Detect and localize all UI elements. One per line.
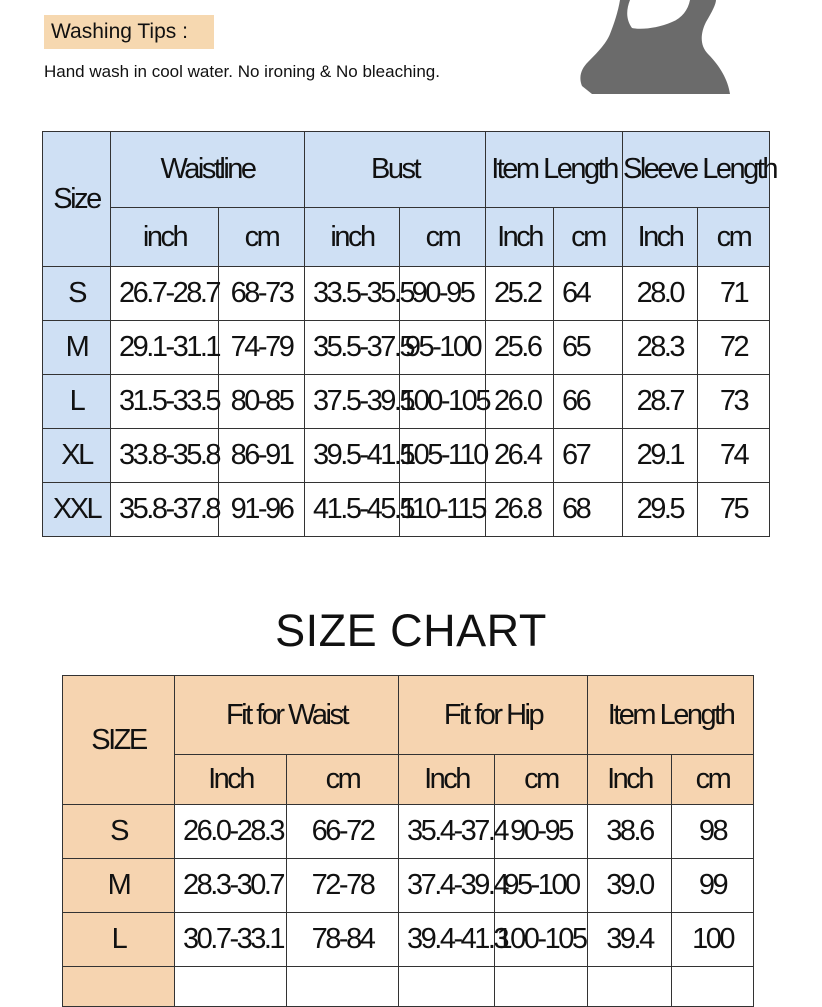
size-header: SIZE (63, 676, 175, 805)
unit-header: Inch (175, 755, 287, 805)
unit-header: cm (219, 208, 305, 267)
table-cell (287, 967, 399, 1007)
table-cell: 28.0 (623, 267, 698, 321)
table-row (43, 429, 770, 483)
table-cell: 100-105 (400, 375, 486, 429)
size-cell: M (43, 321, 111, 375)
table-cell: 37.4-39.4 (399, 859, 495, 913)
table-cell: 90-95 (495, 805, 588, 859)
table-cell: 33.8-35.8 (111, 429, 219, 483)
unit-header: cm (698, 208, 770, 267)
bust-header: Bust (305, 132, 486, 208)
table-cell: 66 (554, 375, 623, 429)
table-cell: 66-72 (287, 805, 399, 859)
size-cell: S (63, 805, 175, 859)
table-cell: 73 (698, 375, 770, 429)
table-row (43, 321, 770, 375)
size-chart-title: SIZE CHART (275, 605, 547, 656)
table-cell: 74-79 (219, 321, 305, 375)
table-cell: 28.3-30.7 (175, 859, 287, 913)
table-cell: 95-100 (400, 321, 486, 375)
table-cell: 100 (672, 913, 754, 967)
table-cell: 105-110 (400, 429, 486, 483)
table-cell: 39.0 (588, 859, 672, 913)
table-cell: 90-95 (400, 267, 486, 321)
table-cell (672, 967, 754, 1007)
table-row (43, 483, 770, 537)
table-cell: 26.0-28.3 (175, 805, 287, 859)
table-cell: 30.7-33.1 (175, 913, 287, 967)
size-cell: XL (43, 429, 111, 483)
table-row (63, 967, 754, 1007)
table-cell (175, 967, 287, 1007)
table-cell: 26.0 (486, 375, 554, 429)
table-cell: 35.8-37.8 (111, 483, 219, 537)
unit-header: Inch (486, 208, 554, 267)
table-cell: 28.7 (623, 375, 698, 429)
table-cell: 29.1-31.1 (111, 321, 219, 375)
table-row (63, 913, 754, 967)
size-cell: L (43, 375, 111, 429)
table-cell: 39.4 (588, 913, 672, 967)
table-cell: 39.5-41.5 (305, 429, 400, 483)
table-cell (495, 967, 588, 1007)
table-cell: 75 (698, 483, 770, 537)
unit-header: Inch (623, 208, 698, 267)
table-cell: 80-85 (219, 375, 305, 429)
table-cell: 41.5-45.5 (305, 483, 400, 537)
table-cell: 35.5-37.5 (305, 321, 400, 375)
table-cell: 71 (698, 267, 770, 321)
table-cell: 26.7-28.7 (111, 267, 219, 321)
sleeve-length-header: Sleeve Length (623, 132, 770, 208)
table-row (63, 805, 754, 859)
table-row (43, 267, 770, 321)
table-cell: 26.4 (486, 429, 554, 483)
table-cell: 100-105 (495, 913, 588, 967)
unit-header: Inch (588, 755, 672, 805)
table-cell: 35.4-37.4 (399, 805, 495, 859)
table-cell (588, 967, 672, 1007)
table-cell: 29.1 (623, 429, 698, 483)
table-cell: 99 (672, 859, 754, 913)
body-silhouette-icon (570, 0, 740, 96)
size-cell (63, 967, 175, 1007)
table-cell: 39.4-41.3 (399, 913, 495, 967)
table-cell: 68 (554, 483, 623, 537)
table-cell: 37.5-39.5 (305, 375, 400, 429)
unit-header: cm (287, 755, 399, 805)
size-cell: S (43, 267, 111, 321)
table-row (43, 375, 770, 429)
table-cell: 72 (698, 321, 770, 375)
table-cell: 72-78 (287, 859, 399, 913)
waistline-header: Waistline (111, 132, 305, 208)
table-cell: 26.8 (486, 483, 554, 537)
table-cell: 28.3 (623, 321, 698, 375)
table-cell: 78-84 (287, 913, 399, 967)
table-row (63, 859, 754, 913)
table-cell: 91-96 (219, 483, 305, 537)
unit-header: Inch (399, 755, 495, 805)
table-cell: 95-100 (495, 859, 588, 913)
unit-header: inch (111, 208, 219, 267)
unit-header: cm (554, 208, 623, 267)
table-cell: 65 (554, 321, 623, 375)
unit-header: cm (400, 208, 486, 267)
unit-header: cm (672, 755, 754, 805)
bottom-size-table (62, 675, 754, 1007)
item-length-header: Item Length (588, 676, 754, 755)
washing-tips-text: Hand wash in cool water. No ironing & No bleaching. (44, 62, 440, 81)
size-cell: L (63, 913, 175, 967)
table-cell: 31.5-33.5 (111, 375, 219, 429)
table-cell: 68-73 (219, 267, 305, 321)
item-length-header: Item Length (486, 132, 623, 208)
table-cell: 38.6 (588, 805, 672, 859)
table-cell: 25.6 (486, 321, 554, 375)
size-cell: M (63, 859, 175, 913)
top-size-table (42, 131, 776, 537)
size-header: Size (43, 132, 111, 267)
table-cell: 64 (554, 267, 623, 321)
table-cell: 67 (554, 429, 623, 483)
table-cell (399, 967, 495, 1007)
table-cell: 86-91 (219, 429, 305, 483)
washing-tips-label: Washing Tips : (44, 15, 214, 49)
fit-hip-header: Fit for Hip (399, 676, 588, 755)
size-cell: XXL (43, 483, 111, 537)
table-cell: 110-115 (400, 483, 486, 537)
table-cell: 74 (698, 429, 770, 483)
table-cell: 25.2 (486, 267, 554, 321)
unit-header: cm (495, 755, 588, 805)
fit-waist-header: Fit for Waist (175, 676, 399, 755)
unit-header: inch (305, 208, 400, 267)
table-cell: 98 (672, 805, 754, 859)
table-cell: 33.5-35.5 (305, 267, 400, 321)
table-cell: 29.5 (623, 483, 698, 537)
